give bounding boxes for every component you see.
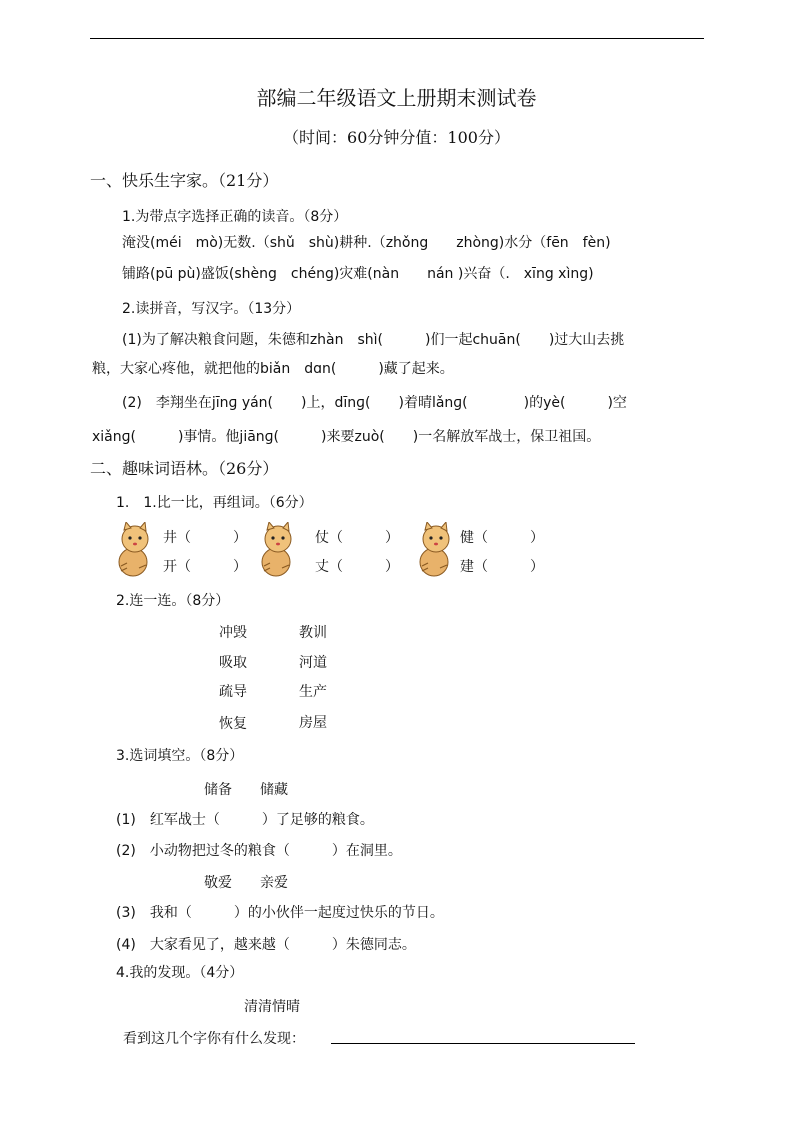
page-subtitle: （时间：60分钟分值：100分） bbox=[283, 128, 510, 147]
word-choices-2: 敬爱 亲爱 bbox=[204, 875, 288, 891]
fill-sentence-1: (1) 红军战士（ ）了足够的粮食。 bbox=[116, 812, 374, 828]
question-1-2-p2-line-2: xiǎnɡ( )事情。他jiānɡ( )来要zuò( )一名解放军战士，保卫祖国。 bbox=[92, 429, 601, 445]
question-2-2-label: 2.连一连。（8分） bbox=[116, 593, 230, 609]
compare-group-1-bottom: 开（ ） bbox=[163, 559, 247, 575]
question-1-2-p1-line-1: (1)为了解决粮食问题，朱德和zhàn shì( )们一起chuān( )过大山去挑 bbox=[122, 332, 625, 348]
discovery-prompt: 看到这几个字你有什么发现： bbox=[123, 1031, 305, 1047]
fill-sentence-3: (3) 我和（ ）的小伙伴一起度过快乐的节日。 bbox=[116, 905, 444, 921]
question-1-2-p1-line-2: 粮，大家心疼他，就把他的biǎn dɑn( )藏了起来。 bbox=[92, 361, 454, 377]
question-1-2-p2-line-1: (2) 李翔坐在jīnɡ yán( )上，dīnɡ( )着晴lǎnɡ( )的yè( )空 bbox=[122, 395, 627, 411]
match-left-item: 恢复 bbox=[219, 716, 247, 732]
match-right-item: 房屋 bbox=[299, 715, 327, 731]
match-right-item: 教训 bbox=[299, 625, 327, 641]
compare-group-1-top: 井（ ） bbox=[163, 530, 247, 546]
discovery-words: 清清情晴 bbox=[244, 999, 300, 1015]
match-left-item: 吸取 bbox=[219, 655, 247, 671]
answer-blank-line[interactable] bbox=[331, 1043, 635, 1044]
fill-sentence-4: (4) 大家看见了，越来越（ ）朱德同志。 bbox=[116, 937, 416, 953]
question-1-1-line-1: 淹没(méi mò)无数.（shǔ shù)耕种.（zhǒng zhòng)水分（fēn fèn) bbox=[122, 235, 611, 251]
match-right-item: 生产 bbox=[299, 684, 327, 700]
question-1-1-label: 1.为带点字选择正确的读音。（8分） bbox=[122, 209, 348, 225]
compare-group-2-top: 仗（ ） bbox=[315, 530, 399, 546]
match-left-item: 冲毁 bbox=[219, 625, 247, 641]
compare-group-2-bottom: 丈（ ） bbox=[315, 559, 399, 575]
cat-illustration-icon bbox=[113, 522, 153, 578]
top-rule bbox=[90, 38, 704, 39]
cat-illustration-icon bbox=[256, 522, 296, 578]
word-choices-1: 储备 储藏 bbox=[204, 782, 288, 798]
section-2-heading: 二、趣味词语林。（26分） bbox=[90, 459, 279, 478]
question-1-2-label: 2.读拼音，写汉字。（13分） bbox=[122, 301, 301, 317]
question-2-1-label: 1. 1.比一比，再组词。（6分） bbox=[116, 495, 313, 511]
question-2-4-label: 4.我的发现。（4分） bbox=[116, 965, 244, 981]
match-left-item: 疏导 bbox=[219, 684, 247, 700]
question-1-1-line-2: 铺路(pū pù)盛饭(shèng chéng)灾难(nàn nán )兴奋（. xīng xìng) bbox=[122, 266, 594, 282]
fill-sentence-2: (2) 小动物把过冬的粮食（ ）在洞里。 bbox=[116, 843, 402, 859]
page-title: 部编二年级语文上册期末测试卷 bbox=[256, 86, 537, 110]
compare-group-3-top: 健（ ） bbox=[460, 530, 544, 546]
match-right-item: 河道 bbox=[299, 655, 327, 671]
question-2-3-label: 3.选词填空。（8分） bbox=[116, 748, 244, 764]
cat-illustration-icon bbox=[414, 522, 454, 578]
compare-group-3-bottom: 建（ ） bbox=[460, 559, 544, 575]
section-1-heading: 一、快乐生字家。（21分） bbox=[90, 171, 279, 190]
